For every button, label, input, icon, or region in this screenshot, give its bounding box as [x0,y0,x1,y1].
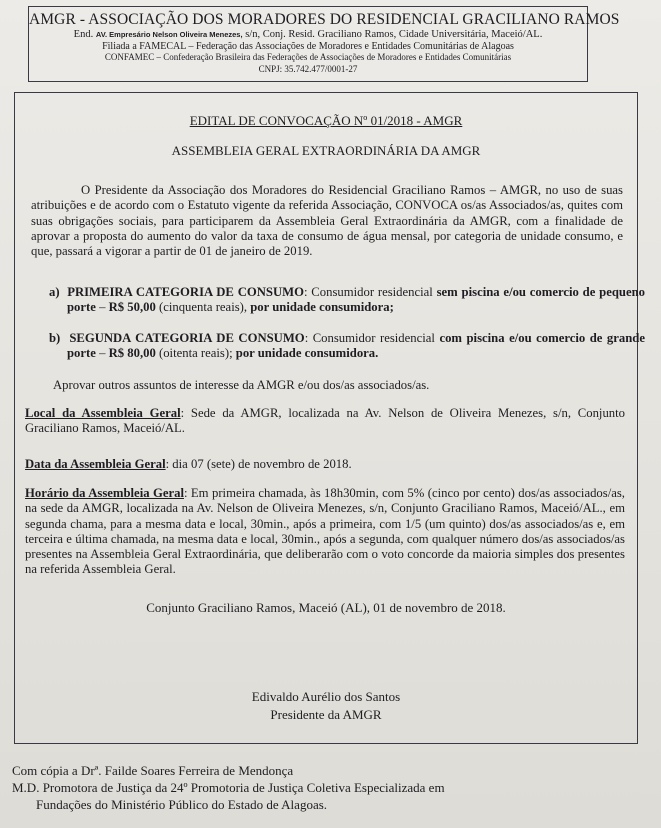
address-prefix: End. [73,29,94,40]
category-a-dash: – [95,300,109,315]
date-text: : dia 07 (sete) de novembro de 2018. [165,457,352,471]
category-b-name: SEGUNDA CATEGORIA DE CONSUMO [69,331,305,345]
association-name: AMGR - ASSOCIAÇÃO DOS MORADORES DO RESIDENCIAL GRACILIANO RAMOS [29,11,620,28]
category-a-name: PRIMEIRA CATEGORIA DE CONSUMO [67,285,304,299]
schedule-label: Horário da Assembleia Geral [25,486,184,500]
category-b-dash: – [95,346,109,361]
category-b-desc: : Consumidor residencial [304,331,440,345]
assembly-location [25,406,625,437]
location-label: Local da Assembleia Geral [25,406,181,420]
intro-paragraph: O Presidente da Associação dos Moradores do Residencial Graciliano Ramos – AMGR, no uso de suas atribuições e de acordo com o Estatuto vigente da referida Associação, CONVOCA os/as Associados/as, quites com suas obrigações sociais, para participarem da Assembleia Geral Extraordinária da AMGR, com a finalidade de aprovar a proposta do aumento do valor da taxa de consumo de água mensal, por categoria de unidade consumo, e que, passará a vigorar a partir de 01 de janeiro de 2019. [31,183,623,259]
category-a [49,285,645,316]
copy-recipient-title: M.D. Promotora de Justiça da 24º Promotoria de Justiça Coletiva Especializada em [12,780,445,795]
category-a-desc: : Consumidor residencial [303,285,437,299]
category-b-unit: por unidade consumidora. [235,346,379,361]
copy-recipient-office: Fundações do Ministério Público do Estado de Alagoas. [36,797,328,812]
famecal-affiliation: Filiada a FAMECAL – Federação das Associações de Moradores e Entidades Comunitárias de Alagoas [102,40,514,52]
category-a-words: (cinquenta reais), [155,300,251,315]
category-a-marker: a) [49,285,60,299]
copy-recipient: Com cópia a Drª. Failde Soares Ferreira de Mendonça [12,763,294,778]
schedule-text: : Em primeira chamada, às 18h30min, com 5% (cinco por cento) dos/as associados/as, na sede da AMGR, localizada na Av. Nelson de Oliveira Menezes, s/n, Conjunto Graciliano Ramos, Maceió/AL., em segunda chama, para a mesma data e local, 30min., após a primeira, com 1/5 (um quinto) dos/as associados/as e, em terceira e última chamada, na mesma data e local, 30min., após a segunda, com qualquer número dos/as associados/as presentes na Assembleia Geral Extraordinária, que deliberarão com o voto concorde da maioria simples dos presentes na referida Assembleia Geral. [25,486,625,577]
other-matters: Aprovar outros assuntos de interesse da AMGR e/ou dos/as associados/as. [53,378,430,392]
category-b-type: com piscina e/ou comercio de grande porte [67,331,645,361]
category-a-price: R$ 50,00 [108,300,156,315]
category-b [49,331,645,362]
assembly-title: ASSEMBLEIA GERAL EXTRAORDINÁRIA DA AMGR [171,143,481,158]
category-b-marker: b) [49,331,61,345]
edital-title: EDITAL DE CONVOCAÇÃO Nº 01/2018 - AMGR [189,113,463,128]
assembly-schedule [25,486,625,578]
place-and-date: Conjunto Graciliano Ramos, Maceió (AL), 01 de novembro de 2018. [146,600,506,615]
assembly-date [25,457,625,472]
location-text: : Sede da AMGR, localizada na Av. Nelson de Oliveira Menezes, s/n, Conjunto Graciliano Ramos, Maceió/AL. [25,406,625,436]
confamec-affiliation: CONFAMEC – Confederação Brasileira das Federações de Associações de Moradores e Entidades Comunitárias [104,52,512,62]
association-address [29,29,587,41]
category-b-words: (oitenta reais); [155,346,236,361]
date-label: Data da Assembleia Geral [25,457,166,471]
letterhead [28,6,620,82]
cnpj: CNPJ: 35.742.477/0001-27 [258,63,358,74]
category-a-type: sem piscina e/ou comercio de pequeno porte [67,285,646,315]
category-a-unit: por unidade consumidora; [250,300,394,315]
category-b-price: R$ 80,00 [108,346,156,361]
signatory-role: Presidente da AMGR [270,707,382,722]
address-street: AV. Empresário Nelson Oliveira Menezes, [95,30,243,39]
signatory-name: Edivaldo Aurélio dos Santos [251,689,401,704]
address-rest: s/n, Conj. Resid. Graciliano Ramos, Cidade Universitária, Maceió/AL. [242,29,543,40]
edital-body [14,92,646,744]
